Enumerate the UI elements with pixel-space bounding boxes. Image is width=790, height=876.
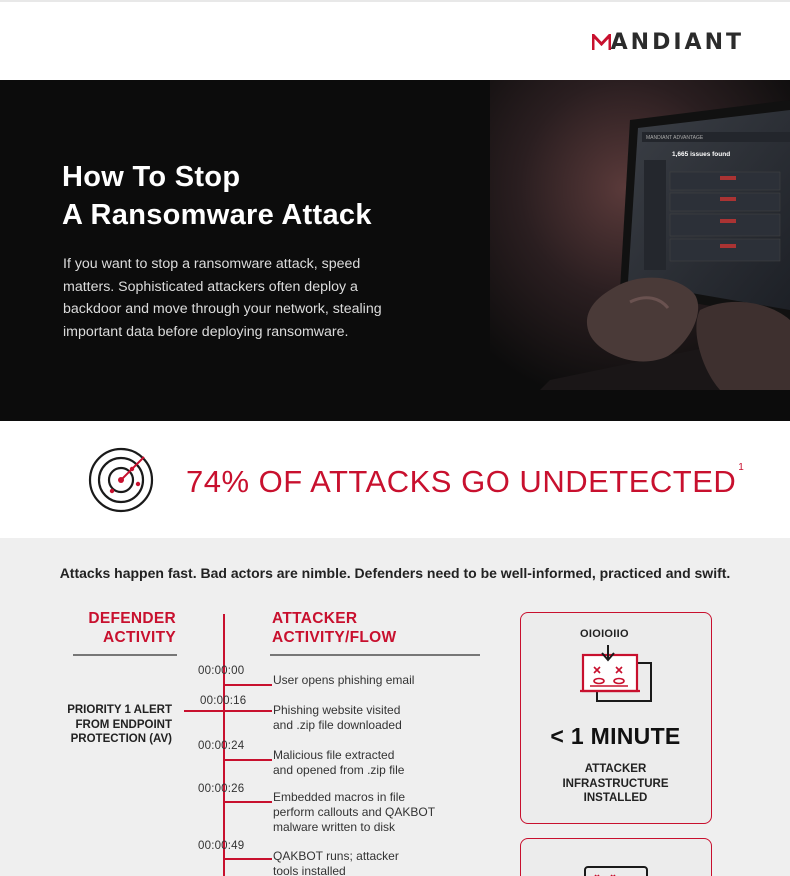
alert-line-1: PRIORITY 1 ALERT [67, 704, 172, 716]
event-line: malware written to disk [273, 820, 396, 834]
attacker-divider [270, 654, 480, 656]
binary-code-text: OIOIOIIO [580, 628, 629, 640]
caption-line-2: INFRASTRUCTURE [562, 777, 669, 790]
event-tick [224, 858, 272, 860]
page-title [62, 158, 372, 234]
footnote-marker: 1 [738, 462, 745, 473]
logo-m-mark-icon [592, 34, 611, 51]
next-card [520, 838, 712, 876]
time-to-install: < 1 MINUTE [550, 723, 681, 749]
event-line: User opens phishing email [273, 673, 415, 687]
timeline-section [0, 538, 790, 876]
alert-line-3: PROTECTION (AV) [70, 733, 172, 745]
attacker-heading-line-2: ACTIVITY/FLOW [272, 629, 397, 646]
logo-wordmark: ANDIANT [610, 30, 744, 55]
event-description [273, 849, 463, 876]
laptop-icon [583, 863, 649, 876]
timeline-intro: Attacks happen fast. Bad actors are nimble. Defenders need to be well-informed, practiced and swift. [59, 565, 731, 581]
attacker-heading-line-1: ATTACKER [272, 610, 358, 627]
caption-line-1: ATTACKER [584, 763, 647, 775]
event-line: QAKBOT runs; attacker [273, 849, 399, 863]
event-time: 00:00:26 [198, 783, 245, 795]
event-time: 00:00:49 [198, 840, 245, 852]
event-tick [184, 710, 272, 712]
attacker-heading [272, 609, 396, 647]
photo-screen-heading: 1,665 issues found [672, 151, 731, 158]
card-caption [521, 762, 710, 806]
stat-headline-text: 74% OF ATTACKS GO UNDETECTED [186, 464, 737, 499]
defender-divider [73, 654, 177, 656]
event-line: and opened from .zip file [273, 763, 405, 777]
defender-heading [88, 609, 176, 647]
hero-paragraph: If you want to stop a ransomware attack, speed matters. Sophisticated attackers often deploy a backdoor and move through your network, stealing important data before deploying ransomware. [63, 256, 382, 340]
event-description [273, 748, 463, 778]
event-line: and .zip file downloaded [273, 718, 402, 732]
laptop-download-icon [580, 643, 660, 709]
title-line-2: A Ransomware Attack [62, 199, 372, 231]
stat-band [0, 421, 790, 538]
event-time: 00:00:16 [200, 695, 247, 707]
event-description [273, 673, 463, 688]
event-tick [224, 759, 272, 761]
title-line-1: How To Stop [62, 161, 241, 193]
event-line: Phishing website visited [273, 703, 401, 717]
event-description [273, 703, 463, 733]
stat-headline [186, 464, 744, 500]
laptop-photo [490, 80, 790, 390]
defender-alert [67, 703, 172, 747]
event-line: tools installed [273, 864, 346, 876]
defender-heading-line-1: DEFENDER [88, 610, 176, 627]
event-description [273, 790, 463, 835]
caption-line-3: INSTALLED [583, 792, 648, 804]
event-tick [224, 801, 272, 803]
event-line: perform callouts and QAKBOT [273, 805, 436, 819]
hero-banner [0, 80, 790, 421]
alert-line-2: FROM ENDPOINT [75, 718, 172, 731]
header [0, 0, 790, 80]
photo-app-name: MANDIANT ADVANTAGE [646, 135, 704, 141]
event-line: Malicious file extracted [273, 748, 395, 762]
target-icon [88, 447, 154, 513]
mandiant-logo[interactable] [592, 30, 744, 55]
event-time: 00:00:24 [198, 740, 245, 752]
infrastructure-card [520, 612, 712, 824]
defender-heading-line-2: ACTIVITY [102, 629, 176, 646]
event-tick [224, 684, 272, 686]
event-time: 00:00:00 [198, 665, 245, 677]
event-line: Embedded macros in file [273, 790, 406, 804]
